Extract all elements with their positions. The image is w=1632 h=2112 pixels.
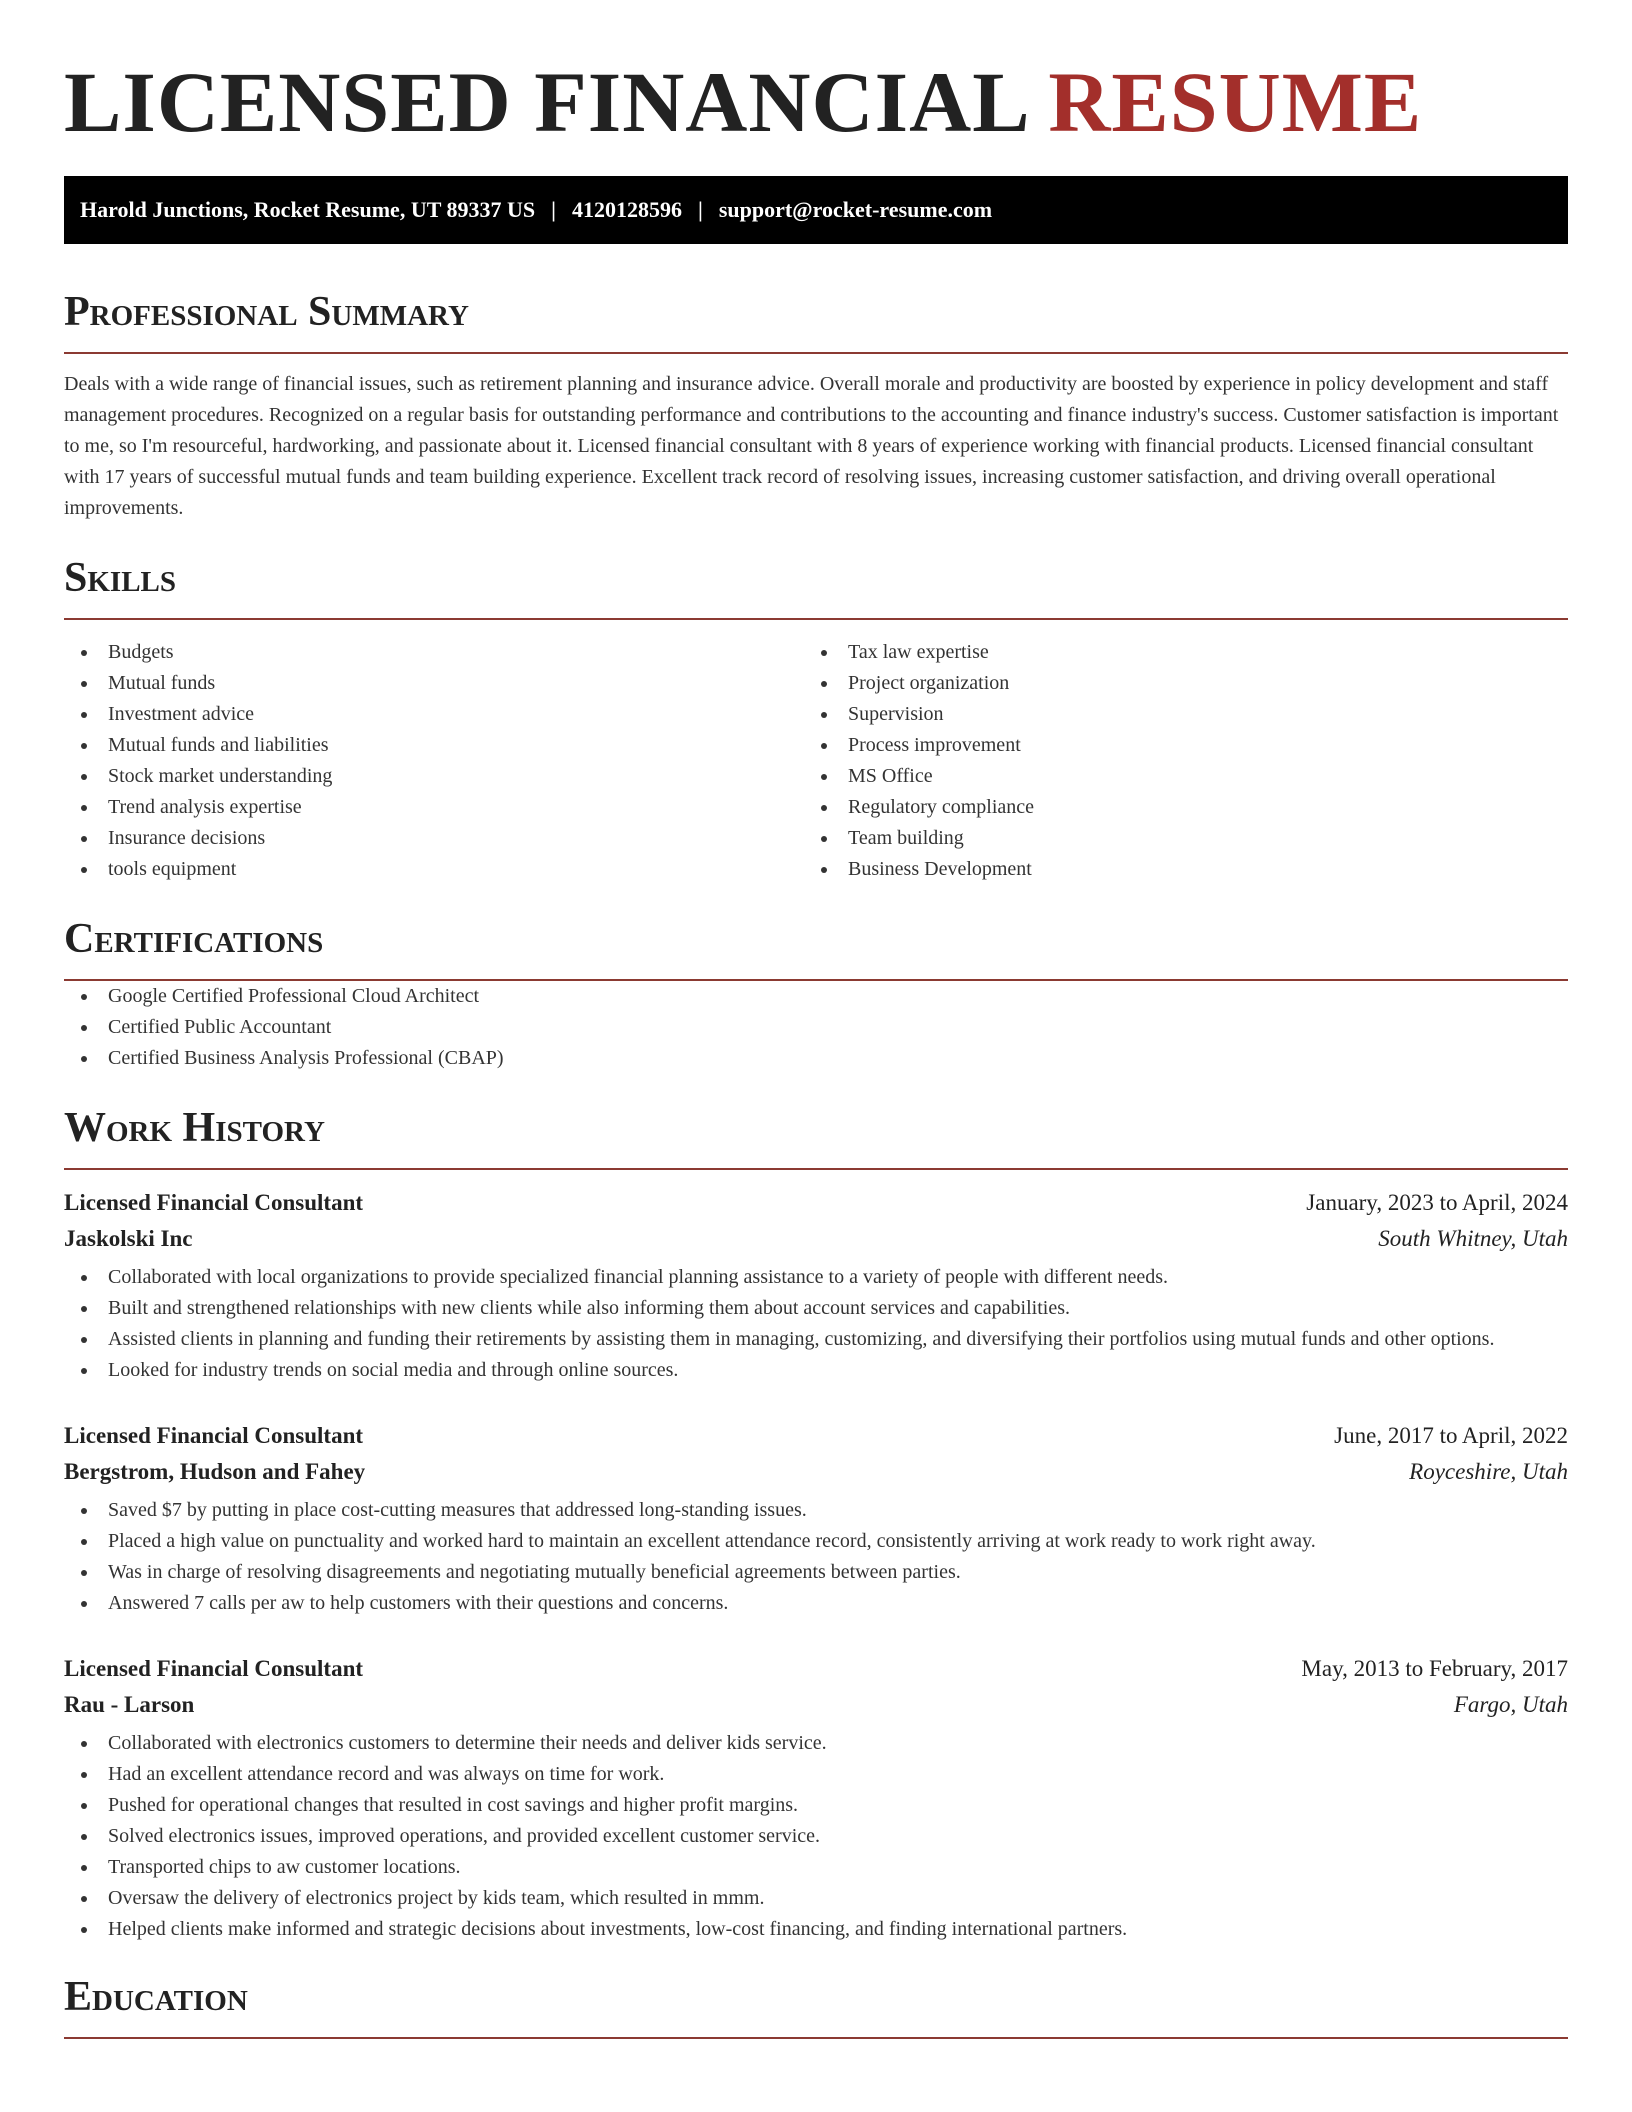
job-bullet: Transported chips to aw customer locations. (64, 1852, 1568, 1883)
job-bullet: Assisted clients in planning and funding their retirements by assisting them in managing, customizing, and diversifying their portfolios using mutual funds and other options. (64, 1324, 1568, 1355)
section-divider (64, 1168, 1568, 1170)
skill-item: MS Office (804, 761, 1544, 792)
job-location: South Whitney, Utah (1378, 1226, 1568, 1251)
skills-column-right (804, 637, 1544, 885)
work-history-heading: Work History (64, 1105, 325, 1151)
job-entry (64, 1190, 1568, 1386)
job-bullet: Oversaw the delivery of electronics project by kids team, which resulted in mmm. (64, 1883, 1568, 1914)
section-divider (64, 618, 1568, 620)
skill-item: Team building (804, 823, 1544, 854)
job-bullet: Had an excellent attendance record and was always on time for work. (64, 1759, 1568, 1790)
job-company: Jaskolski Inc (64, 1226, 193, 1251)
job-title: Licensed Financial Consultant (64, 1190, 364, 1215)
job-title: Licensed Financial Consultant (64, 1656, 364, 1681)
certification-item: Certified Public Accountant (64, 1012, 1568, 1043)
certifications-heading: Certifications (64, 916, 324, 962)
job-header-row (64, 1423, 1568, 1459)
education-heading: Education (64, 1974, 248, 2020)
title-main: LICENSED FINANCIAL (64, 54, 1026, 150)
contact-phone: 4120128596 (571, 197, 682, 222)
skill-item: Supervision (804, 699, 1544, 730)
job-bullets (64, 1495, 1568, 1619)
skill-item: tools equipment (64, 854, 804, 885)
skill-item: Regulatory compliance (804, 792, 1544, 823)
job-location: Fargo, Utah (1453, 1692, 1568, 1717)
job-location: Royceshire, Utah (1409, 1459, 1568, 1484)
skills-list-left (64, 637, 804, 885)
job-bullet: Built and strengthened relationships with new clients while also informing them about account services and capabilities. (64, 1293, 1568, 1324)
job-dates: January, 2023 to April, 2024 (1306, 1190, 1568, 1215)
skills-list-right (804, 637, 1544, 885)
contact-separator: | (551, 197, 556, 222)
job-bullet: Helped clients make informed and strategic decisions about investments, low-cost financing, and finding international partners. (64, 1914, 1568, 1945)
skills-grid (64, 637, 1568, 885)
contact-address: Harold Junctions, Rocket Resume, UT 89337 US (80, 197, 536, 222)
section-divider (64, 352, 1568, 354)
job-bullet: Was in charge of resolving disagreements and negotiating mutually beneficial agreements between parties. (64, 1557, 1568, 1588)
certification-item: Google Certified Professional Cloud Architect (64, 981, 1568, 1012)
job-header-row (64, 1656, 1568, 1692)
job-entry (64, 1656, 1568, 1945)
contact-bar (64, 176, 1568, 244)
skill-item: Trend analysis expertise (64, 792, 804, 823)
job-title: Licensed Financial Consultant (64, 1423, 364, 1448)
job-bullet: Collaborated with local organizations to provide specialized financial planning assistance to a variety of people with different needs. (64, 1262, 1568, 1293)
job-bullet: Saved $7 by putting in place cost-cutting measures that addressed long-standing issues. (64, 1495, 1568, 1526)
skills-heading: Skills (64, 555, 177, 601)
skill-item: Business Development (804, 854, 1544, 885)
job-header-row (64, 1190, 1568, 1226)
job-entry (64, 1423, 1568, 1619)
job-dates: June, 2017 to April, 2022 (1334, 1423, 1568, 1448)
job-bullet: Placed a high value on punctuality and worked hard to maintain an excellent attendance record, consistently arriving at work ready to work right away. (64, 1526, 1568, 1557)
skill-item: Insurance decisions (64, 823, 804, 854)
contact-email: support@rocket-resume.com (718, 197, 993, 222)
skill-item: Investment advice (64, 699, 804, 730)
skill-item: Budgets (64, 637, 804, 668)
skill-item: Process improvement (804, 730, 1544, 761)
contact-separator: | (697, 197, 703, 222)
job-company-row (64, 1226, 1568, 1262)
job-company-row (64, 1692, 1568, 1728)
job-bullet: Collaborated with electronics customers to determine their needs and deliver kids service. (64, 1728, 1568, 1759)
skills-column-left (64, 637, 804, 885)
job-dates: May, 2013 to February, 2017 (1301, 1656, 1568, 1681)
job-bullet: Solved electronics issues, improved operations, and provided excellent customer service. (64, 1821, 1568, 1852)
skill-item: Tax law expertise (804, 637, 1544, 668)
job-company-row (64, 1459, 1568, 1495)
job-bullets (64, 1728, 1568, 1945)
skill-item: Mutual funds (64, 668, 804, 699)
job-company: Rau - Larson (64, 1692, 195, 1717)
summary-heading: Professional Summary (64, 289, 469, 335)
skill-item: Project organization (804, 668, 1544, 699)
job-bullets (64, 1262, 1568, 1386)
job-bullet: Pushed for operational changes that resulted in cost savings and higher profit margins. (64, 1790, 1568, 1821)
skill-item: Mutual funds and liabilities (64, 730, 804, 761)
certifications-list (64, 981, 1568, 1074)
section-divider (64, 2037, 1568, 2039)
summary-text: Deals with a wide range of financial issues, such as retirement planning and insurance advice. Overall morale and productivity are boosted by experience in policy development and staff management procedures. Recognized on a regular basis for outstanding performance and contributions to the accounting and finance industry's success. Customer satisfaction is important to me, so I'm resourceful, hardworking, and passionate about it. Licensed financial consultant with 8 years of experience working with financial products. Licensed financial consultant with 17 years of successful mutual funds and team building experience. Excellent track record of resolving issues, increasing customer satisfaction, and driving overall operational improvements. (64, 373, 1559, 519)
job-bullet: Answered 7 calls per aw to help customers with their questions and concerns. (64, 1588, 1568, 1619)
resume-title (64, 0, 1568, 176)
skill-item: Stock market understanding (64, 761, 804, 792)
job-company: Bergstrom, Hudson and Fahey (64, 1459, 366, 1484)
title-accent: RESUME (1048, 54, 1423, 150)
job-bullet: Looked for industry trends on social media and through online sources. (64, 1355, 1568, 1386)
certification-item: Certified Business Analysis Professional (CBAP) (64, 1043, 1568, 1074)
